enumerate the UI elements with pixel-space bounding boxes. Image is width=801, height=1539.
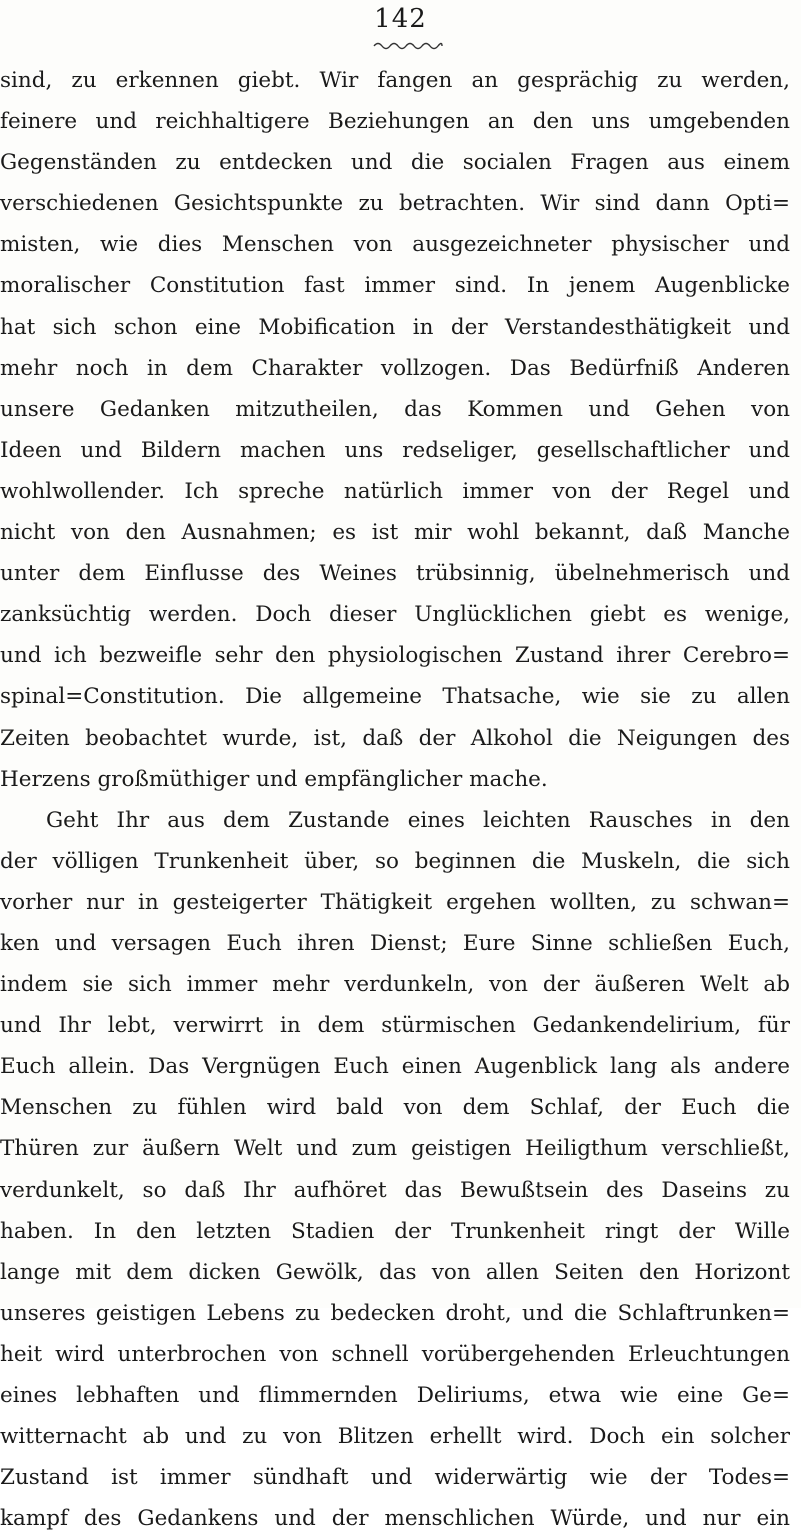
text-line: haben. In den letzten Stadien der Trunkenheit ringt der Wille xyxy=(0,1218,790,1244)
text-line: mehr noch in dem Charakter vollzogen. Das Bedürfniß Anderen xyxy=(0,355,790,381)
text-line: Gegenständen zu entdecken und die socialen Fragen aus einem xyxy=(0,150,790,176)
text-line: feinere und reichhaltigere Beziehungen an den uns umgebenden xyxy=(0,109,790,135)
text-line: vorher nur in gesteigerter Thätigkeit ergehen wollten, zu schwan= xyxy=(0,889,790,915)
text-line: Zeiten beobachtet wurde, ist, daß der Alkohol die Neigungen des xyxy=(0,725,790,751)
text-line: sind, zu erkennen giebt. Wir fangen an gesprächig zu werden, xyxy=(0,68,790,93)
text-line: Herzens großmüthiger und empfänglicher mache. xyxy=(0,766,548,792)
text-line: lange mit dem dicken Gewölk, das von allen Seiten den Horizont xyxy=(0,1259,790,1285)
body-text xyxy=(0,60,790,1539)
text-line: Geht Ihr aus dem Zustande eines leichten Rausches in den xyxy=(46,807,790,833)
wavy-line-ornament-icon xyxy=(372,40,444,52)
text-line: indem sie sich immer mehr verdunkeln, von der äußeren Welt ab xyxy=(0,972,790,998)
text-line: verdunkelt, so daß Ihr aufhöret das Bewußtsein des Daseins zu xyxy=(0,1177,790,1203)
text-line: unsere Gedanken mitzutheilen, das Kommen und Gehen von xyxy=(0,396,790,422)
text-line: wohlwollender. Ich spreche natürlich immer von der Regel und xyxy=(0,478,790,504)
text-line: hat sich schon eine Mobification in der Verstandesthätigkeit und xyxy=(0,314,790,340)
text-line: spinal=Constitution. Die allgemeine Thatsache, wie sie zu allen xyxy=(0,684,790,710)
text-line: heit wird unterbrochen von schnell vorübergehenden Erleuchtungen xyxy=(0,1341,790,1367)
text-line: Ideen und Bildern machen uns redseliger, gesellschaftlicher und xyxy=(0,437,790,463)
text-line: und ich bezweifle sehr den physiologischen Zustand ihrer Cerebro= xyxy=(0,643,790,669)
text-line: unter dem Einflusse des Weines trübsinnig, übelnehmerisch und xyxy=(0,561,790,587)
text-line: der völligen Trunkenheit über, so beginnen die Muskeln, die sich xyxy=(0,848,790,874)
text-line: und Ihr lebt, verwirrt in dem stürmischen Gedankendelirium, für xyxy=(0,1013,790,1039)
text-line: Zustand ist immer sündhaft und widerwärtig wie der Todes= xyxy=(0,1465,790,1491)
text-line: Menschen zu fühlen wird bald von dem Schlaf, der Euch die xyxy=(0,1095,790,1121)
text-line: moralischer Constitution fast immer sind. In jenem Augenblicke xyxy=(0,273,790,299)
text-line: witternacht ab und zu von Blitzen erhellt wird. Doch ein solcher xyxy=(0,1424,790,1450)
text-line: misten, wie dies Menschen von ausgezeichneter physischer und xyxy=(0,232,790,258)
text-line: ken und versagen Euch ihren Dienst; Eure Sinne schließen Euch, xyxy=(0,930,790,956)
text-line: kampf des Gedankens und der menschlichen Würde, und nur ein xyxy=(0,1506,790,1532)
text-line: zanksüchtig werden. Doch dieser Unglücklichen giebt es wenige, xyxy=(0,602,790,628)
text-line: verschiedenen Gesichtspunkte zu betrachten. Wir sind dann Opti= xyxy=(0,191,790,217)
text-line: eines lebhaften und flimmernden Deliriums, etwa wie eine Ge= xyxy=(0,1383,790,1408)
text-line: Euch allein. Das Vergnügen Euch einen Augenblick lang als andere xyxy=(0,1054,790,1080)
text-line: Thüren zur äußern Welt und zum geistigen Heiligthum verschließt, xyxy=(0,1136,790,1162)
text-line: nicht von den Ausnahmen; es ist mir wohl bekannt, daß Manche xyxy=(0,520,790,546)
text-line: unseres geistigen Lebens zu bedecken droht, und die Schlaftrunken= xyxy=(0,1300,790,1326)
page-number: 142 xyxy=(374,4,427,34)
